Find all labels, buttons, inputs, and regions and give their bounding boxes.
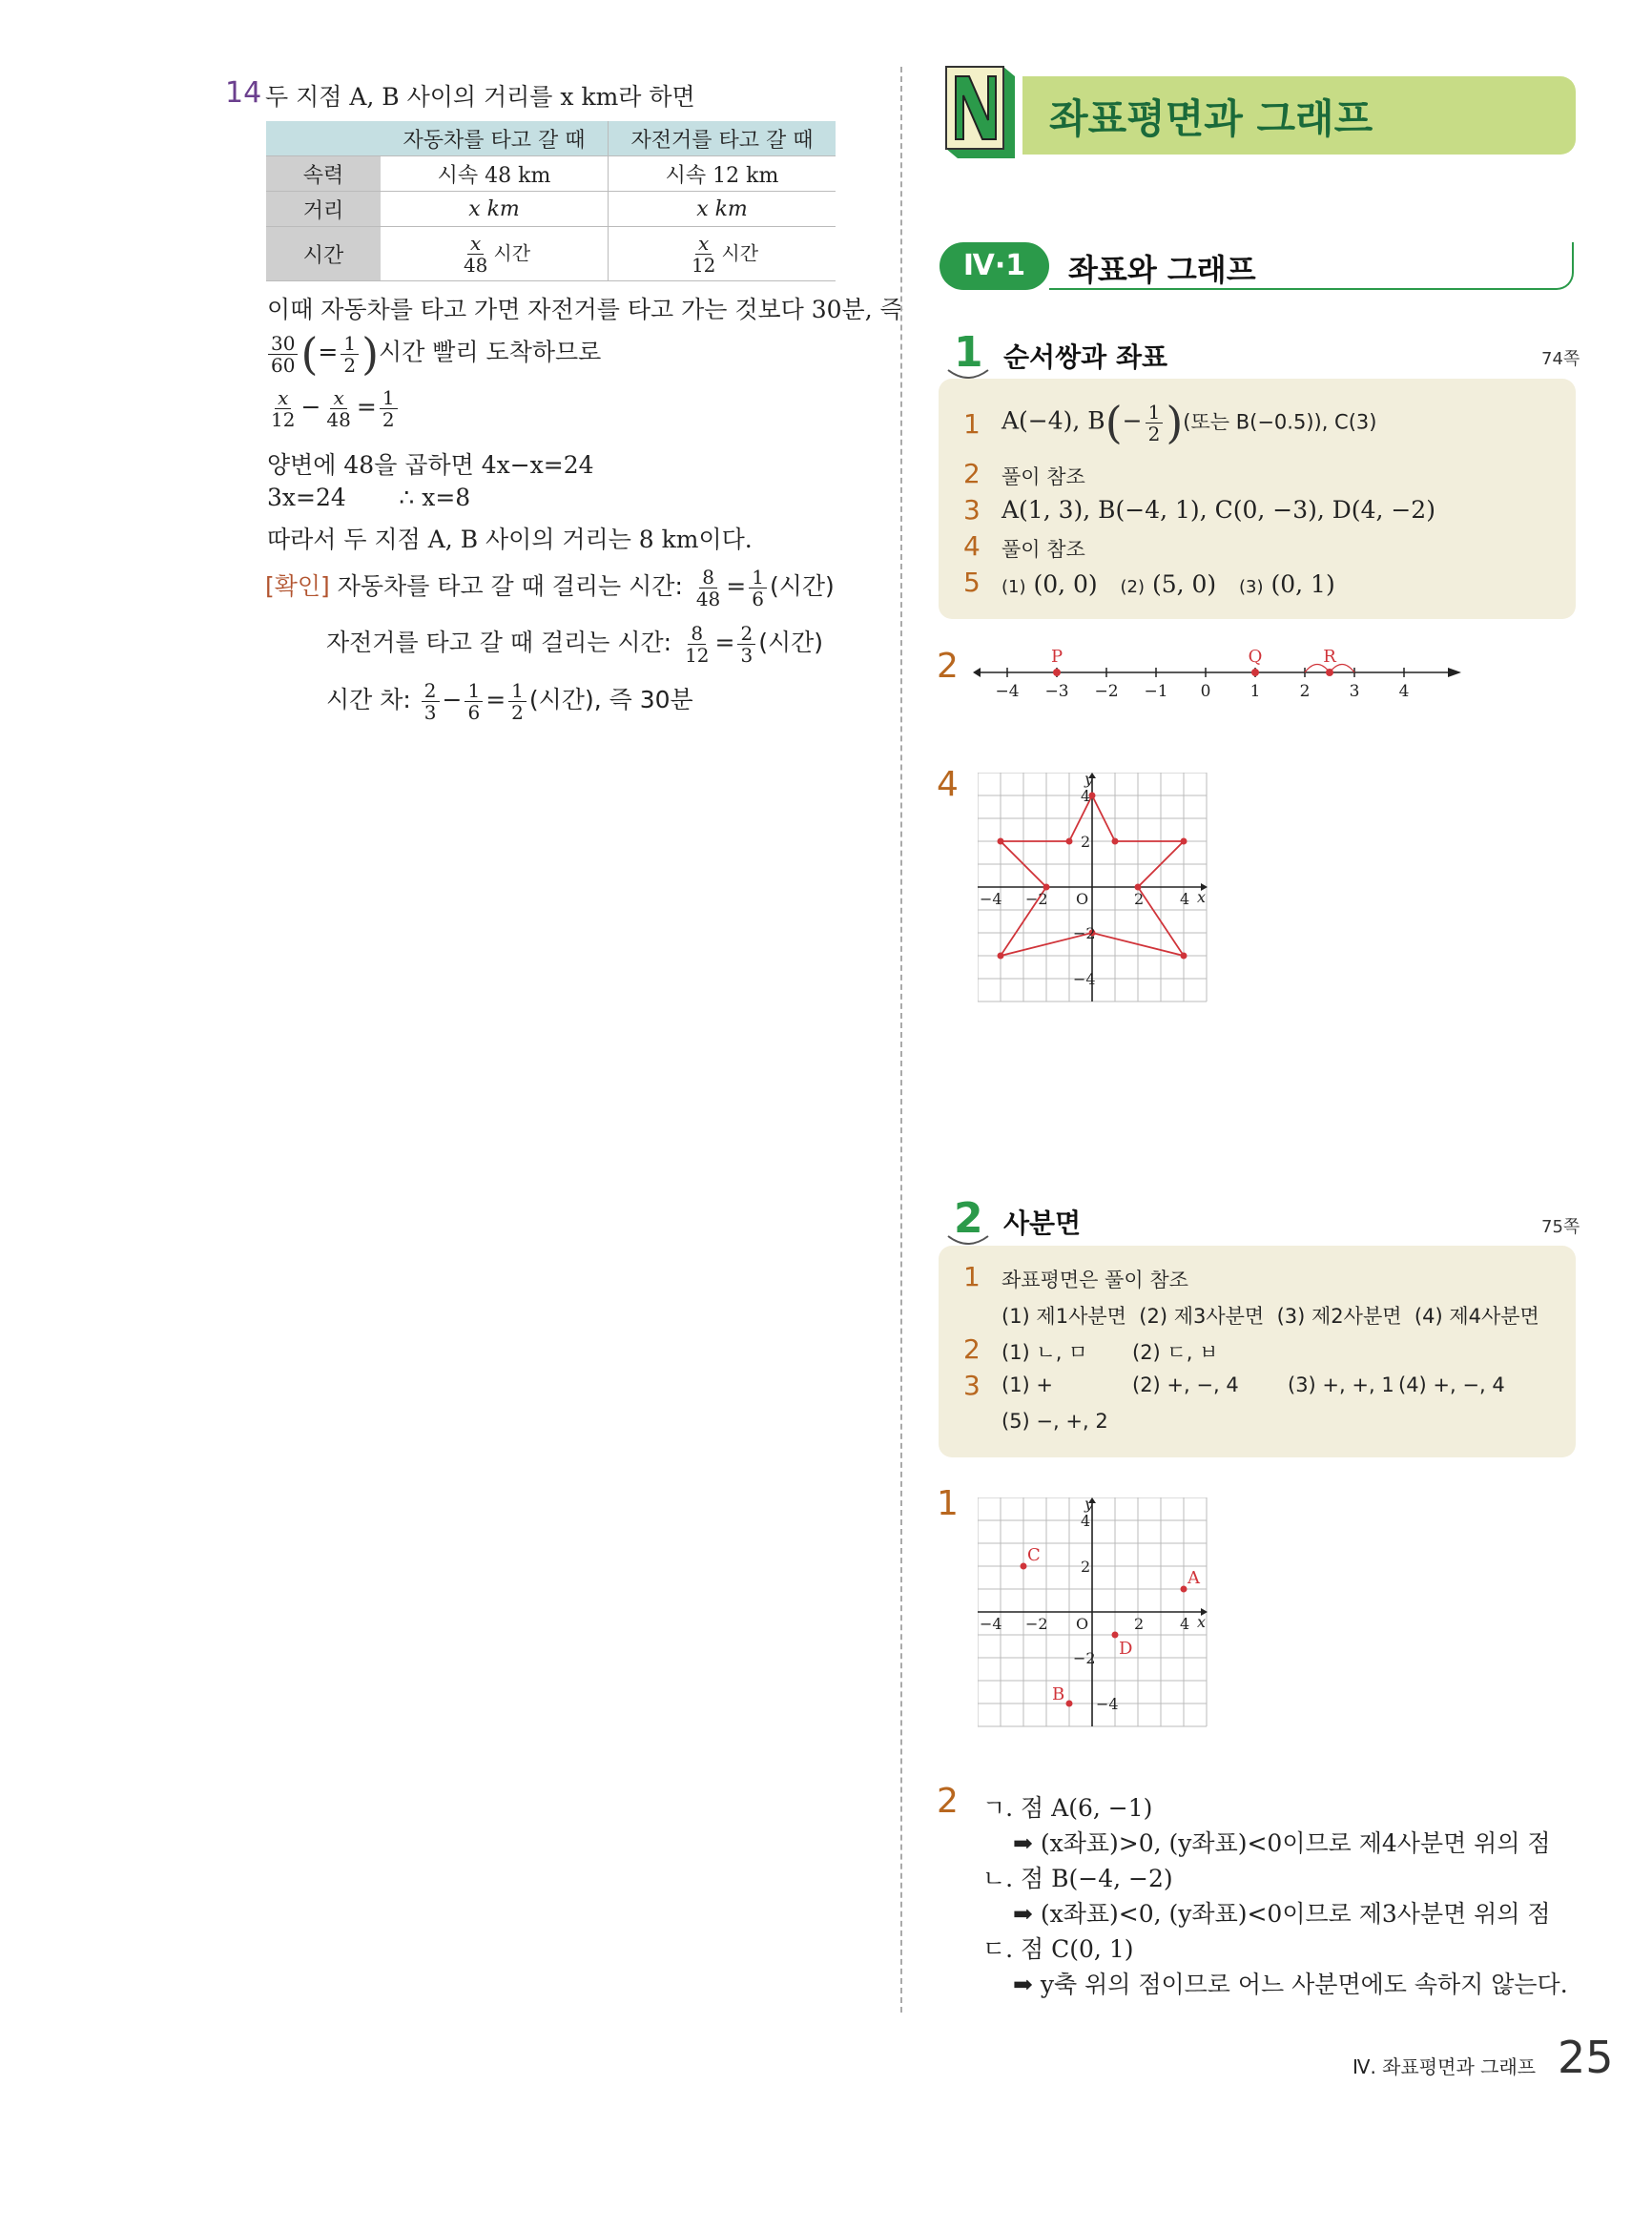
point-label: D — [1119, 1639, 1133, 1659]
page-number: 25 — [1558, 2032, 1614, 2083]
svg-text:4: 4 — [1081, 1512, 1091, 1530]
answer-3-item-3: (3) +, +, 1 — [1288, 1373, 1394, 1396]
explanation-line: ➡ (x좌표)<0, (y좌표)<0이므로 제3사분면 위의 점 — [1013, 1900, 1551, 1928]
answer-1: A(−4), B(− $\frac{1}{2}$ )(또는 B(−0.5)), C(3) — [1002, 397, 1377, 448]
solution-line-4: 양변에 48을 곱하면 4x−x=24 — [267, 451, 594, 479]
solution-line-6: 따라서 두 지점 A, B 사이의 거리는 8 km이다. — [267, 526, 753, 553]
table-header-car: 자동차를 타고 갈 때 — [381, 121, 609, 156]
answer-1-items: (1) 제1사분면 (2) 제3사분면 (3) 제2사분면 (4) 제4사분면 — [1002, 1305, 1539, 1328]
answer-3-item-5: (5) −, +, 2 — [1002, 1410, 1108, 1433]
answer-1: 좌표평면은 풀이 참조 — [1002, 1269, 1188, 1291]
point-label: B — [1052, 1684, 1065, 1704]
answer-3-item-1: (1) + — [1002, 1373, 1054, 1396]
page-reference: 75쪽 — [1541, 1217, 1580, 1237]
svg-text:−2: −2 — [1025, 890, 1048, 908]
number-line — [973, 643, 1469, 702]
point-d — [1112, 1632, 1119, 1639]
svg-text:−4: −4 — [1073, 970, 1096, 988]
svg-text:4: 4 — [1081, 787, 1091, 805]
svg-text:−4: −4 — [980, 1615, 1002, 1633]
footer-chapter: Ⅳ. 좌표평면과 그래프 — [1353, 2055, 1537, 2078]
cell: $\frac{x}{48}$ 시간 — [381, 227, 609, 281]
chapter-title: 좌표평면과 그래프 — [1049, 95, 1373, 142]
column-divider — [900, 67, 902, 2013]
tick-label: 0 — [1200, 682, 1211, 701]
tick-label: −2 — [1094, 682, 1119, 701]
svg-text:x: x — [1197, 1613, 1207, 1631]
answer-2-item-1: (1) ㄴ, ㅁ — [1002, 1341, 1088, 1364]
question-number: 14 — [225, 76, 262, 110]
cell: x km — [381, 192, 609, 227]
tick-label: 4 — [1398, 682, 1410, 701]
svg-text:O: O — [1076, 1615, 1089, 1633]
table-header-bike: 자전거를 타고 갈 때 — [609, 121, 836, 156]
subsection-title: 순서쌍과 좌표 — [1003, 341, 1168, 373]
coordinate-grid-points — [978, 1497, 1211, 1731]
svg-text:−2: −2 — [1073, 924, 1096, 942]
solution-line-1: 이때 자동차를 타고 가면 자전거를 타고 가는 것보다 30분, 즉 — [267, 296, 903, 323]
answer-3-item-2: (2) +, −, 4 — [1132, 1373, 1239, 1396]
subsection-title: 사분면 — [1003, 1208, 1082, 1239]
section-title: 좌표와 그래프 — [1068, 252, 1256, 288]
svg-text:2: 2 — [1134, 890, 1145, 908]
cell: x km — [609, 192, 836, 227]
answer-2-item-2: (2) ㄷ, ㅂ — [1132, 1341, 1219, 1364]
point-label: P — [1050, 647, 1063, 667]
answer-3: A(1, 3), B(−4, 1), C(0, −3), D(4, −2) — [1002, 496, 1435, 524]
explanation-line: ㄷ. 점 C(0, 1) — [982, 1935, 1134, 1963]
table-corner — [266, 121, 381, 156]
answer-2: 풀이 참조 — [1002, 465, 1085, 488]
solution-line-2: $\frac{30}{60}$ (= $\frac{1}{2}$ )시간 빨리 도착하므로 — [265, 328, 601, 380]
table-row — [266, 227, 836, 281]
answer-3-item-4: (4) +, −, 4 — [1398, 1373, 1505, 1396]
tick-label: 2 — [1299, 682, 1311, 701]
row-label: 시간 — [266, 227, 381, 281]
chapter-n-logo-icon — [933, 59, 1028, 166]
answer-number: 2 — [963, 458, 981, 489]
svg-text:4: 4 — [1180, 1615, 1190, 1633]
tick-label: −3 — [1044, 682, 1069, 701]
intro-text: 두 지점 A, B 사이의 거리를 x km라 하면 — [265, 83, 695, 111]
subsection-number: 2 — [954, 1194, 983, 1243]
answer-number: 3 — [963, 494, 981, 526]
svg-text:−2: −2 — [1025, 1615, 1048, 1633]
coordinate-grid-star — [978, 773, 1211, 1006]
row-label: 속력 — [266, 156, 381, 192]
explanation-line: ㄴ. 점 B(−4, −2) — [982, 1865, 1173, 1892]
point-label: A — [1187, 1568, 1200, 1588]
cell: $\frac{x}{12}$ 시간 — [609, 227, 836, 281]
page-reference: 74쪽 — [1541, 349, 1580, 369]
svg-text:y: y — [1084, 1497, 1094, 1513]
solution-line-5: 3x=24 ∴ x=8 — [267, 484, 471, 511]
row-label: 거리 — [266, 192, 381, 227]
answer-number: 1 — [963, 1261, 981, 1292]
answer-number: 3 — [963, 1370, 981, 1401]
cell: 시속 12 km — [609, 156, 836, 192]
cell: 시속 48 km — [381, 156, 609, 192]
point-c — [1021, 1563, 1027, 1570]
question-label: 2 — [937, 647, 959, 686]
speed-table — [266, 121, 836, 281]
svg-text:4: 4 — [1180, 890, 1190, 908]
svg-text:O: O — [1076, 890, 1089, 908]
explanation-line: ➡ y축 위의 점이므로 어느 사분면에도 속하지 않는다. — [1013, 1971, 1568, 1998]
table-row — [266, 156, 836, 192]
equation-1: $\frac{x}{12}$ − $\frac{x}{48}$ = $\frac{1}{2}$ — [265, 387, 401, 430]
explanation-line: ㄱ. 점 A(6, −1) — [982, 1794, 1153, 1822]
confirm-line-2: 자전거를 타고 갈 때 걸리는 시간: $\frac{8}{12}$ = $\frac{2}{3}$ (시간) — [326, 622, 824, 667]
svg-text:y: y — [1084, 773, 1094, 788]
svg-text:2: 2 — [1134, 1615, 1145, 1633]
confirm-line-3: 시간 차: $\frac{2}{3}$ − $\frac{1}{6}$ = $\frac{1}{2}$ (시간), 즉 30분 — [326, 679, 693, 724]
point-label: C — [1027, 1545, 1041, 1565]
svg-text:2: 2 — [1081, 1558, 1091, 1576]
point-a — [1181, 1586, 1187, 1593]
tick-label: 3 — [1349, 682, 1360, 701]
svg-text:−4: −4 — [1096, 1695, 1119, 1713]
point-r — [1326, 669, 1333, 676]
table-row — [266, 192, 836, 227]
point-b — [1066, 1701, 1073, 1707]
tick-label: −4 — [995, 682, 1020, 701]
answer-5: (1) (0, 0) (2) (5, 0) (3) (0, 1) — [1002, 570, 1335, 598]
confirm-line-1: [확인] 자동차를 타고 갈 때 걸리는 시간: $\frac{8}{48}$ = $\frac{1}{6}$ (시간) — [265, 566, 835, 610]
point-p — [1053, 669, 1061, 676]
point-label: Q — [1248, 647, 1263, 667]
answer-number: 2 — [963, 1333, 981, 1365]
answer-4: 풀이 참조 — [1002, 538, 1085, 561]
svg-text:−2: −2 — [1073, 1649, 1096, 1667]
confirm-tag: [확인] — [265, 572, 330, 600]
point-label: R — [1323, 647, 1336, 667]
tick-label: −1 — [1144, 682, 1168, 701]
tick-label: 1 — [1249, 682, 1261, 701]
answer-number: 1 — [963, 408, 981, 440]
answer-number: 4 — [963, 530, 981, 562]
section-number: Ⅳ·1 — [940, 242, 1049, 290]
svg-text:x: x — [1197, 888, 1207, 906]
explanation-line: ➡ (x좌표)>0, (y좌표)<0이므로 제4사분면 위의 점 — [1013, 1829, 1551, 1857]
question-label: 2 — [937, 1782, 959, 1821]
question-label: 4 — [937, 765, 959, 804]
answer-number: 5 — [963, 567, 981, 598]
svg-text:−4: −4 — [980, 890, 1002, 908]
subsection-number: 1 — [954, 328, 983, 377]
svg-text:2: 2 — [1081, 833, 1091, 851]
question-label: 1 — [937, 1484, 959, 1523]
point-q — [1251, 669, 1259, 676]
